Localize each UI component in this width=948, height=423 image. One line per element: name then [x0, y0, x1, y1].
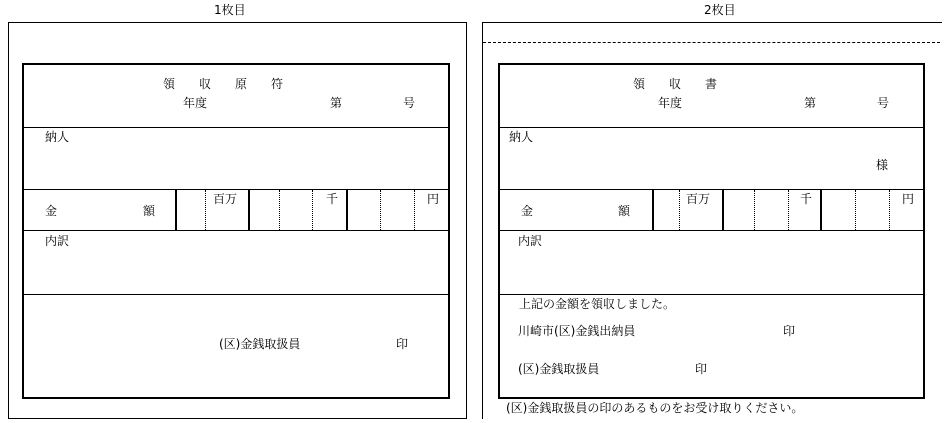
sheet1-divider [24, 127, 448, 128]
sheet2-handler-label: (区)金銭取扱員 [518, 362, 600, 376]
sheet2-digit-line [855, 190, 856, 230]
sheet2-nendo-label: 年度 [658, 96, 683, 110]
sheet2-title: 領 収 書 [633, 77, 718, 91]
sheet2-city-stamp-label: 印 [783, 324, 796, 338]
sheet2-digit-line [754, 190, 755, 230]
sheet2-digit-line [889, 190, 890, 230]
sheet2-amount-divider [652, 190, 654, 230]
sheet1-digit-line [205, 190, 206, 230]
sheet2-sen-label: 千 [800, 192, 813, 206]
sheet2-footnote: (区)金銭取扱員の印のあるものをお受け取りください。 [506, 401, 804, 415]
sheet1-go-label: 号 [403, 96, 416, 110]
sheet2-kin-label: 金 [521, 204, 534, 218]
sheet1-digit-line [312, 190, 313, 230]
sheet1-title: 領 収 原 符 [163, 77, 284, 91]
sheet1-sen-label: 千 [326, 192, 339, 206]
sheet2-sama-label: 様 [876, 158, 889, 172]
sheet1-digit-separator [248, 190, 250, 230]
sheet2-divider [500, 230, 923, 231]
sheet2-city-official-label: 川崎市(区)金銭出納員 [518, 324, 636, 338]
sheet1-digit-separator [346, 190, 348, 230]
sheet2-divider [500, 127, 923, 128]
sheet1-amount-divider [175, 190, 177, 230]
sheet2-digit-line [788, 190, 789, 230]
sheet1-stamp-label: 印 [396, 337, 409, 351]
sheet2-digit-line [679, 190, 680, 230]
sheet1-digit-line [279, 190, 280, 230]
sheet2-handler-stamp-label: 印 [695, 362, 708, 376]
sheet1-dai-label: 第 [330, 96, 343, 110]
sheet2-digit-separator [820, 190, 822, 230]
sheet2-go-label: 号 [877, 96, 890, 110]
sheet2-uchiwake-label: 内訳 [518, 234, 543, 248]
sheet2-hyakuman-label: 百万 [686, 192, 711, 206]
sheet1-divider [24, 189, 448, 190]
sheet2-divider [500, 294, 923, 295]
sheet1-nendo-label: 年度 [183, 96, 208, 110]
sheet2-gaku-label: 額 [618, 204, 631, 218]
sheet1-kin-label: 金 [45, 204, 58, 218]
sheet2-divider [500, 189, 923, 190]
sheet1-handler-label: (区)金銭取扱員 [219, 337, 301, 351]
sheet1-divider [24, 230, 448, 231]
sheet2-nounin-label: 納人 [509, 130, 534, 144]
sheet1-nounin-label: 納人 [45, 130, 70, 144]
sheet1-gaku-label: 額 [143, 204, 156, 218]
sheet2-dai-label: 第 [804, 96, 817, 110]
sheet1-caption: 1枚目 [214, 3, 246, 17]
sheet1-hyakuman-label: 百万 [213, 192, 238, 206]
sheet1-en-label: 円 [427, 192, 440, 206]
sheet2-en-label: 円 [902, 192, 915, 206]
sheet2-caption: 2枚目 [704, 3, 736, 17]
sheet1-divider [24, 294, 448, 295]
sheet2-receipt-form [498, 63, 925, 399]
sheet2-received-text: 上記の金額を領収しました。 [519, 297, 676, 311]
sheet1-digit-line [414, 190, 415, 230]
sheet2-digit-separator [722, 190, 724, 230]
sheet1-digit-line [380, 190, 381, 230]
sheet2-perforation-line [483, 42, 940, 43]
sheet1-uchiwake-label: 内訳 [45, 234, 70, 248]
